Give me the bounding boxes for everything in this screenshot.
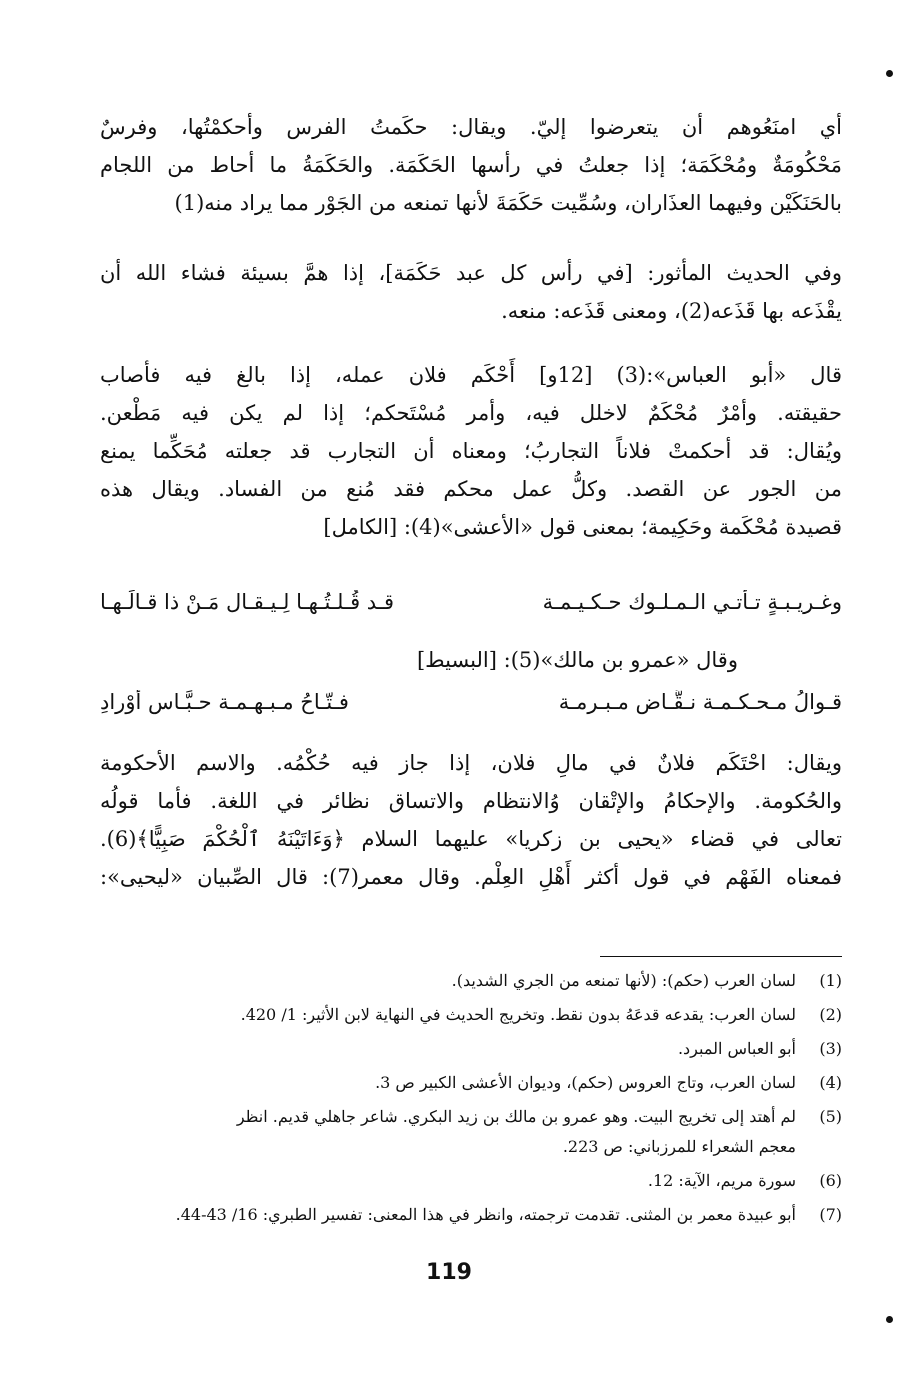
text-line: تعالى في قضاء «يحيى بن زكريا» عليهما السلام ﴿وَءَاتَيْنَهُ ٱلْحُكْمَ صَبِيًّا﴾(6). bbox=[100, 827, 842, 851]
text-line: بالحَنَكَيْن وفيهما العذَاران، وسُمِّيت حَكَمَةَ لأنها تمنعه من الجَوْر مما يراد منه(1) bbox=[174, 191, 842, 215]
verse-2 bbox=[100, 690, 842, 728]
text-line: والحُكومة. والإحكامُ والإتْقان وُالانتظام والاتساق نظائر في اللغة. فأما قولُه bbox=[100, 789, 842, 813]
footnote-number: (6) bbox=[819, 1171, 842, 1190]
text-line: قصيدة مُحْكَمة وحَكِيمة؛ بمعنى قول «الأعشى»(4): [الكامل] bbox=[323, 515, 842, 539]
footnote-number: (3) bbox=[819, 1039, 842, 1058]
scan-mark-dot bbox=[886, 70, 893, 77]
text-line: أي امنَعُوهم أن يتعرضوا إليّ. ويقال: حكَمتُ الفرس وأحكمْتُها، وفرسٌ bbox=[100, 115, 842, 139]
text-line: ويُقال: قد أحكمتْ فلاناً التجاربُ؛ ومعناه أن التجارب قد جعلته مُحَكِّما يمنع bbox=[100, 439, 842, 463]
text-line: ويقال: احْتَكَم فلانٌ في مالِ فلان، إذا جاز فيه حُكْمُه. والاسم الأحكومة bbox=[100, 751, 842, 775]
verse-hemistich-2: فـتّـاحُ مـبـهـمـة حـبَّـاس أوْرادِ bbox=[100, 690, 349, 714]
verse-2-intro: وقال «عمرو بن مالك»(5): [البسيط] bbox=[416, 648, 738, 672]
footnote-6 bbox=[100, 1166, 842, 1196]
verse-hemistich-1: وغـريـبـةٍ تـأتـي الـمـلـوك حـكـيـمـة bbox=[542, 590, 842, 614]
footnote-text: سورة مريم، الآية: 12. bbox=[647, 1171, 796, 1190]
footnote-text: لم أهتد إلى تخريج البيت. وهو عمرو بن مالك بن زيد البكري. شاعر جاهلي قديم. انظر bbox=[236, 1107, 796, 1126]
footnote-7 bbox=[100, 1200, 842, 1230]
footnote-text-block bbox=[100, 1102, 796, 1162]
text-line: من الجور عن القصد. وكلُّ عمل محكم فقد مُنع من الفساد. ويقال هذه bbox=[100, 477, 842, 501]
paragraph-3 bbox=[100, 356, 842, 546]
footnote-text: أبو العباس المبرد. bbox=[677, 1039, 796, 1058]
text-line: مَحْكُومَةٌ ومُحْكَمَة؛ إذا جعلتُ في رأسها الحَكَمَة. والحَكَمَةُ ما أحاط من اللجام bbox=[100, 153, 842, 177]
page-number: 119 bbox=[426, 1260, 472, 1285]
paragraph-4 bbox=[100, 744, 842, 896]
scan-mark-dot bbox=[886, 1316, 893, 1323]
footnotes bbox=[100, 966, 842, 1230]
footnote-number: (4) bbox=[819, 1073, 842, 1092]
text-line: يقْذَعه بها قَذَعه(2)، ومعنى قَذَعه: منعه. bbox=[501, 299, 842, 323]
verse-hemistich-2: قـد قُـلـتُـهـا لِـيـقـال مَـنْ ذا قـالَـهـا bbox=[100, 590, 395, 614]
footnote-3 bbox=[100, 1034, 842, 1064]
footnote-number: (5) bbox=[819, 1107, 842, 1126]
footnote-text: لسان العرب: يقدعه قدعَهُ بدون نقط. وتخريج الحديث في النهاية لابن الأثير: 1/ 420. bbox=[240, 1005, 796, 1024]
footnote-separator bbox=[600, 956, 842, 957]
footnote-5 bbox=[100, 1102, 842, 1162]
text-line: قال «أبو العباس»:(3) [12و] أَحْكَم فلان عمله، إذا بالغ فيه فأصاب bbox=[100, 363, 842, 387]
footnote-number: (2) bbox=[819, 1005, 842, 1024]
footnote-number: (7) bbox=[819, 1205, 842, 1224]
text-line: فمعناه الفَهْم في قول أكثر أَهْلِ العِلْم. وقال معمر(7): قال الصِّبيان «ليحيى»: bbox=[100, 865, 842, 889]
footnote-1 bbox=[100, 966, 842, 996]
paragraph-1 bbox=[100, 108, 842, 222]
footnote-text: معجم الشعراء للمرزباني: ص 223. bbox=[562, 1137, 796, 1156]
verse-hemistich-1: قـوالُ مـحـكـمـة نـقَّـاض مـبـرمـة bbox=[558, 690, 842, 714]
footnote-number: (1) bbox=[819, 971, 842, 990]
paragraph-2 bbox=[100, 254, 842, 330]
footnote-text: لسان العرب، وتاج العروس (حكم)، وديوان الأعشى الكبير ص 3. bbox=[375, 1073, 796, 1092]
footnote-2 bbox=[100, 1000, 842, 1030]
footnote-text: لسان العرب (حكم): (لأنها تمنعه من الجري الشديد). bbox=[451, 971, 796, 990]
footnote-4 bbox=[100, 1068, 842, 1098]
verse-1 bbox=[100, 590, 842, 628]
footnote-text: أبو عبيدة معمر بن المثنى. تقدمت ترجمته، وانظر في هذا المعنى: تفسير الطبري: 16/ 43-44. bbox=[175, 1205, 796, 1224]
text-line: حقيقته. وأمْرٌ مُحْكَمٌ لاخلل فيه، وأمر مُسْتَحكم؛ إذا لم يكن فيه مَطْعن. bbox=[100, 401, 842, 425]
text-line: وفي الحديث المأثور: [في رأس كل عبد حَكَمَة]، إذا همَّ بسيئة فشاء الله أن bbox=[100, 261, 842, 285]
